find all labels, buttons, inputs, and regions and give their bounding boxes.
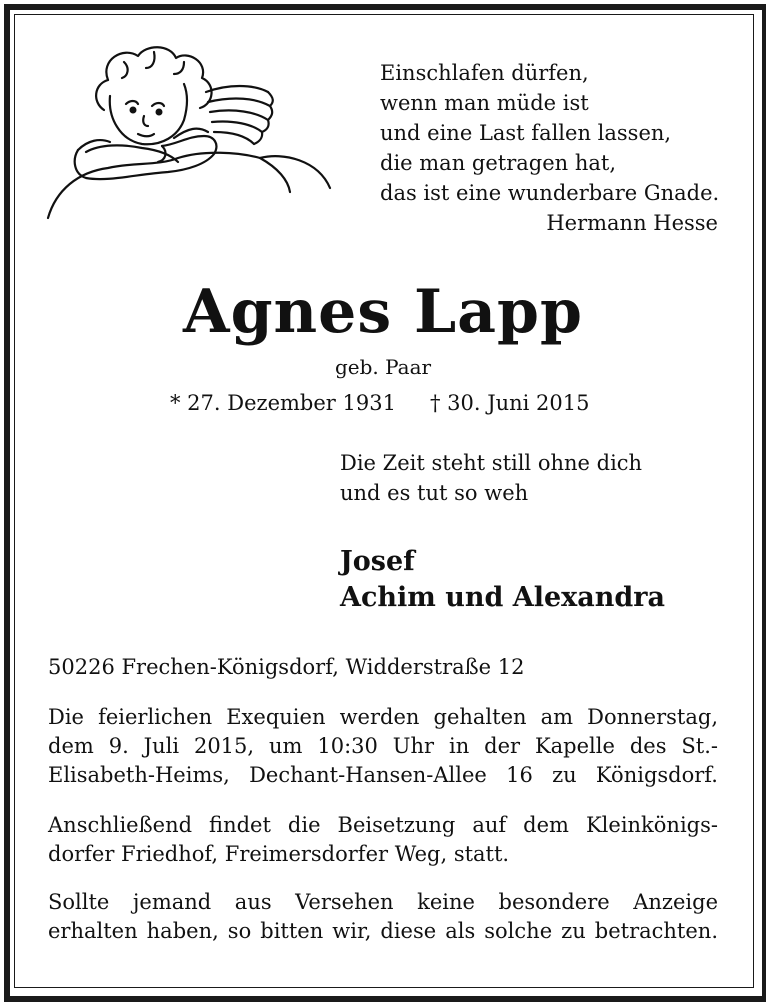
deceased-name: Agnes Lapp xyxy=(183,277,583,347)
paragraph-line: erhalten haben, so bitten wir, diese als solche zu betrachten. xyxy=(48,919,718,943)
mourner-name: Achim und Alexandra xyxy=(340,582,665,613)
notice-paragraph xyxy=(48,888,718,946)
poem-line: wenn man müde ist xyxy=(380,91,589,115)
poem-line: und eine Last fallen lassen, xyxy=(380,121,672,145)
death-date: † 30. Juni 2015 xyxy=(429,391,590,415)
birth-date: * 27. Dezember 1931 xyxy=(170,391,396,415)
verse-line: Die Zeit steht still ohne dich xyxy=(340,451,643,475)
paragraph-line: Sollte jemand aus Versehen keine besondere Anzeige xyxy=(48,890,718,914)
mourners xyxy=(340,544,740,616)
verse-line: und es tut so weh xyxy=(340,481,529,505)
funeral-service-paragraph xyxy=(48,703,718,790)
life-dates xyxy=(170,388,650,418)
burial-paragraph xyxy=(48,811,718,869)
cherub-on-cloud-icon xyxy=(38,40,338,225)
address: 50226 Frechen-Königsdorf, Widderstraße 12 xyxy=(48,655,525,679)
paragraph-line: Die feierlichen Exequien werden gehalten am Donnerstag, xyxy=(48,705,718,729)
verse xyxy=(340,448,720,508)
paragraph-line: dorfer Friedhof, Freimersdorfer Weg, statt. xyxy=(48,842,510,866)
poem-author: Hermann Hesse xyxy=(546,211,718,235)
poem-line: die man getragen hat, xyxy=(380,151,616,175)
paragraph-line: Elisabeth-Heims, Dechant-Hansen-Allee 16 zu Königsdorf. xyxy=(48,763,718,787)
mourner-name: Josef xyxy=(340,546,415,577)
paragraph-line: dem 9. Juli 2015, um 10:30 Uhr in der Kapelle des St.- xyxy=(48,734,718,758)
poem-line: Einschlafen dürfen, xyxy=(380,61,589,85)
poem xyxy=(380,58,720,238)
paragraph-line: Anschließend findet die Beisetzung auf dem Kleinkönigs- xyxy=(48,813,718,837)
poem-line: das ist eine wunderbare Gnade. xyxy=(380,181,720,205)
maiden-name: geb. Paar xyxy=(334,355,432,379)
